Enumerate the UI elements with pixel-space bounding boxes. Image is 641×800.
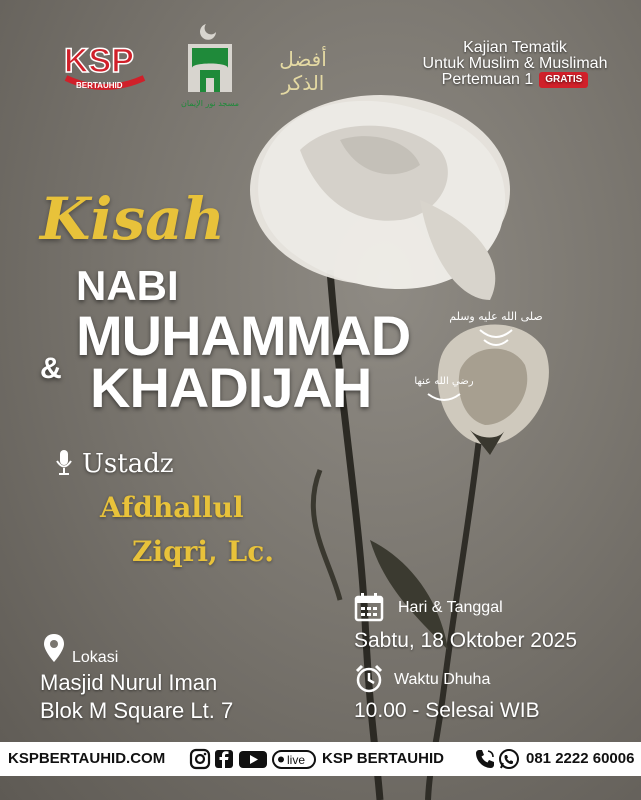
instagram-icon[interactable]: [190, 748, 210, 770]
session-info: [395, 40, 635, 88]
svg-text:BERTAUHID: BERTAUHID: [76, 81, 123, 90]
location-address: Blok M Square Lt. 7: [40, 698, 234, 723]
speaker-name-line2: Ziqri, Lc.: [132, 535, 275, 568]
microphone-icon: [56, 450, 72, 476]
website-link[interactable]: KSPBERTAUHID.COM: [8, 750, 166, 767]
live-label: live: [287, 753, 306, 767]
phone-icon[interactable]: [474, 748, 496, 770]
title-kisah: Kisah: [40, 185, 225, 253]
youtube-icon[interactable]: [238, 748, 268, 770]
session-title: Kajian Tematik: [463, 39, 567, 56]
speaker-name-line1: Afdhallul: [100, 491, 244, 524]
location-pin-icon: [44, 634, 64, 662]
salawat-calligraphy: [449, 300, 543, 352]
facebook-icon[interactable]: [214, 748, 234, 770]
afdhal-adz-dzikr-logo: [258, 42, 348, 98]
svg-text:رضي الله عنها: رضي الله عنها: [414, 376, 474, 387]
title-khadijah: KHADIJAH: [90, 356, 372, 419]
svg-text:مسجد نور الإيمان: مسجد نور الإيمان: [180, 99, 240, 108]
alarm-clock-icon: [354, 664, 384, 694]
svg-text:الذكر: الذكر: [281, 71, 325, 95]
title-nabi: NABI: [76, 262, 179, 309]
date-label: Hari & Tanggal: [398, 599, 503, 616]
calendar-icon: [354, 592, 384, 622]
phone-number[interactable]: 081 2222 60006: [526, 750, 635, 767]
event-time: 10.00 - Selesai WIB: [354, 699, 540, 722]
svg-text:أفضل: أفضل: [279, 47, 327, 71]
radhiyallahu-anha-calligraphy: [414, 366, 474, 408]
social-handle[interactable]: KSP BERTAUHID: [322, 750, 444, 767]
free-badge: GRATIS: [539, 72, 588, 88]
svg-text:صلى الله عليه وسلم: صلى الله عليه وسلم: [449, 310, 543, 323]
event-date: Sabtu, 18 Oktober 2025: [354, 629, 577, 652]
svg-text:KSP: KSP: [64, 42, 134, 80]
whatsapp-icon[interactable]: [498, 748, 520, 770]
location-venue: Masjid Nurul Iman: [40, 670, 218, 695]
ksp-bertauhid-logo: [60, 36, 148, 98]
live-icon[interactable]: [272, 748, 316, 770]
white-rose: [250, 95, 510, 300]
speaker-label: Ustadz: [82, 449, 174, 479]
session-number-row: [395, 72, 635, 88]
session-number: Pertemuan 1: [441, 71, 534, 89]
time-label: Waktu Dhuha: [394, 671, 491, 688]
title-ampersand: &: [40, 352, 62, 385]
session-audience: Untuk Muslim & Muslimah: [422, 55, 608, 72]
location-label: Lokasi: [72, 649, 119, 666]
masjid-nurul-iman-logo: [170, 22, 250, 112]
title-muhammad: MUHAMMAD: [76, 304, 411, 367]
